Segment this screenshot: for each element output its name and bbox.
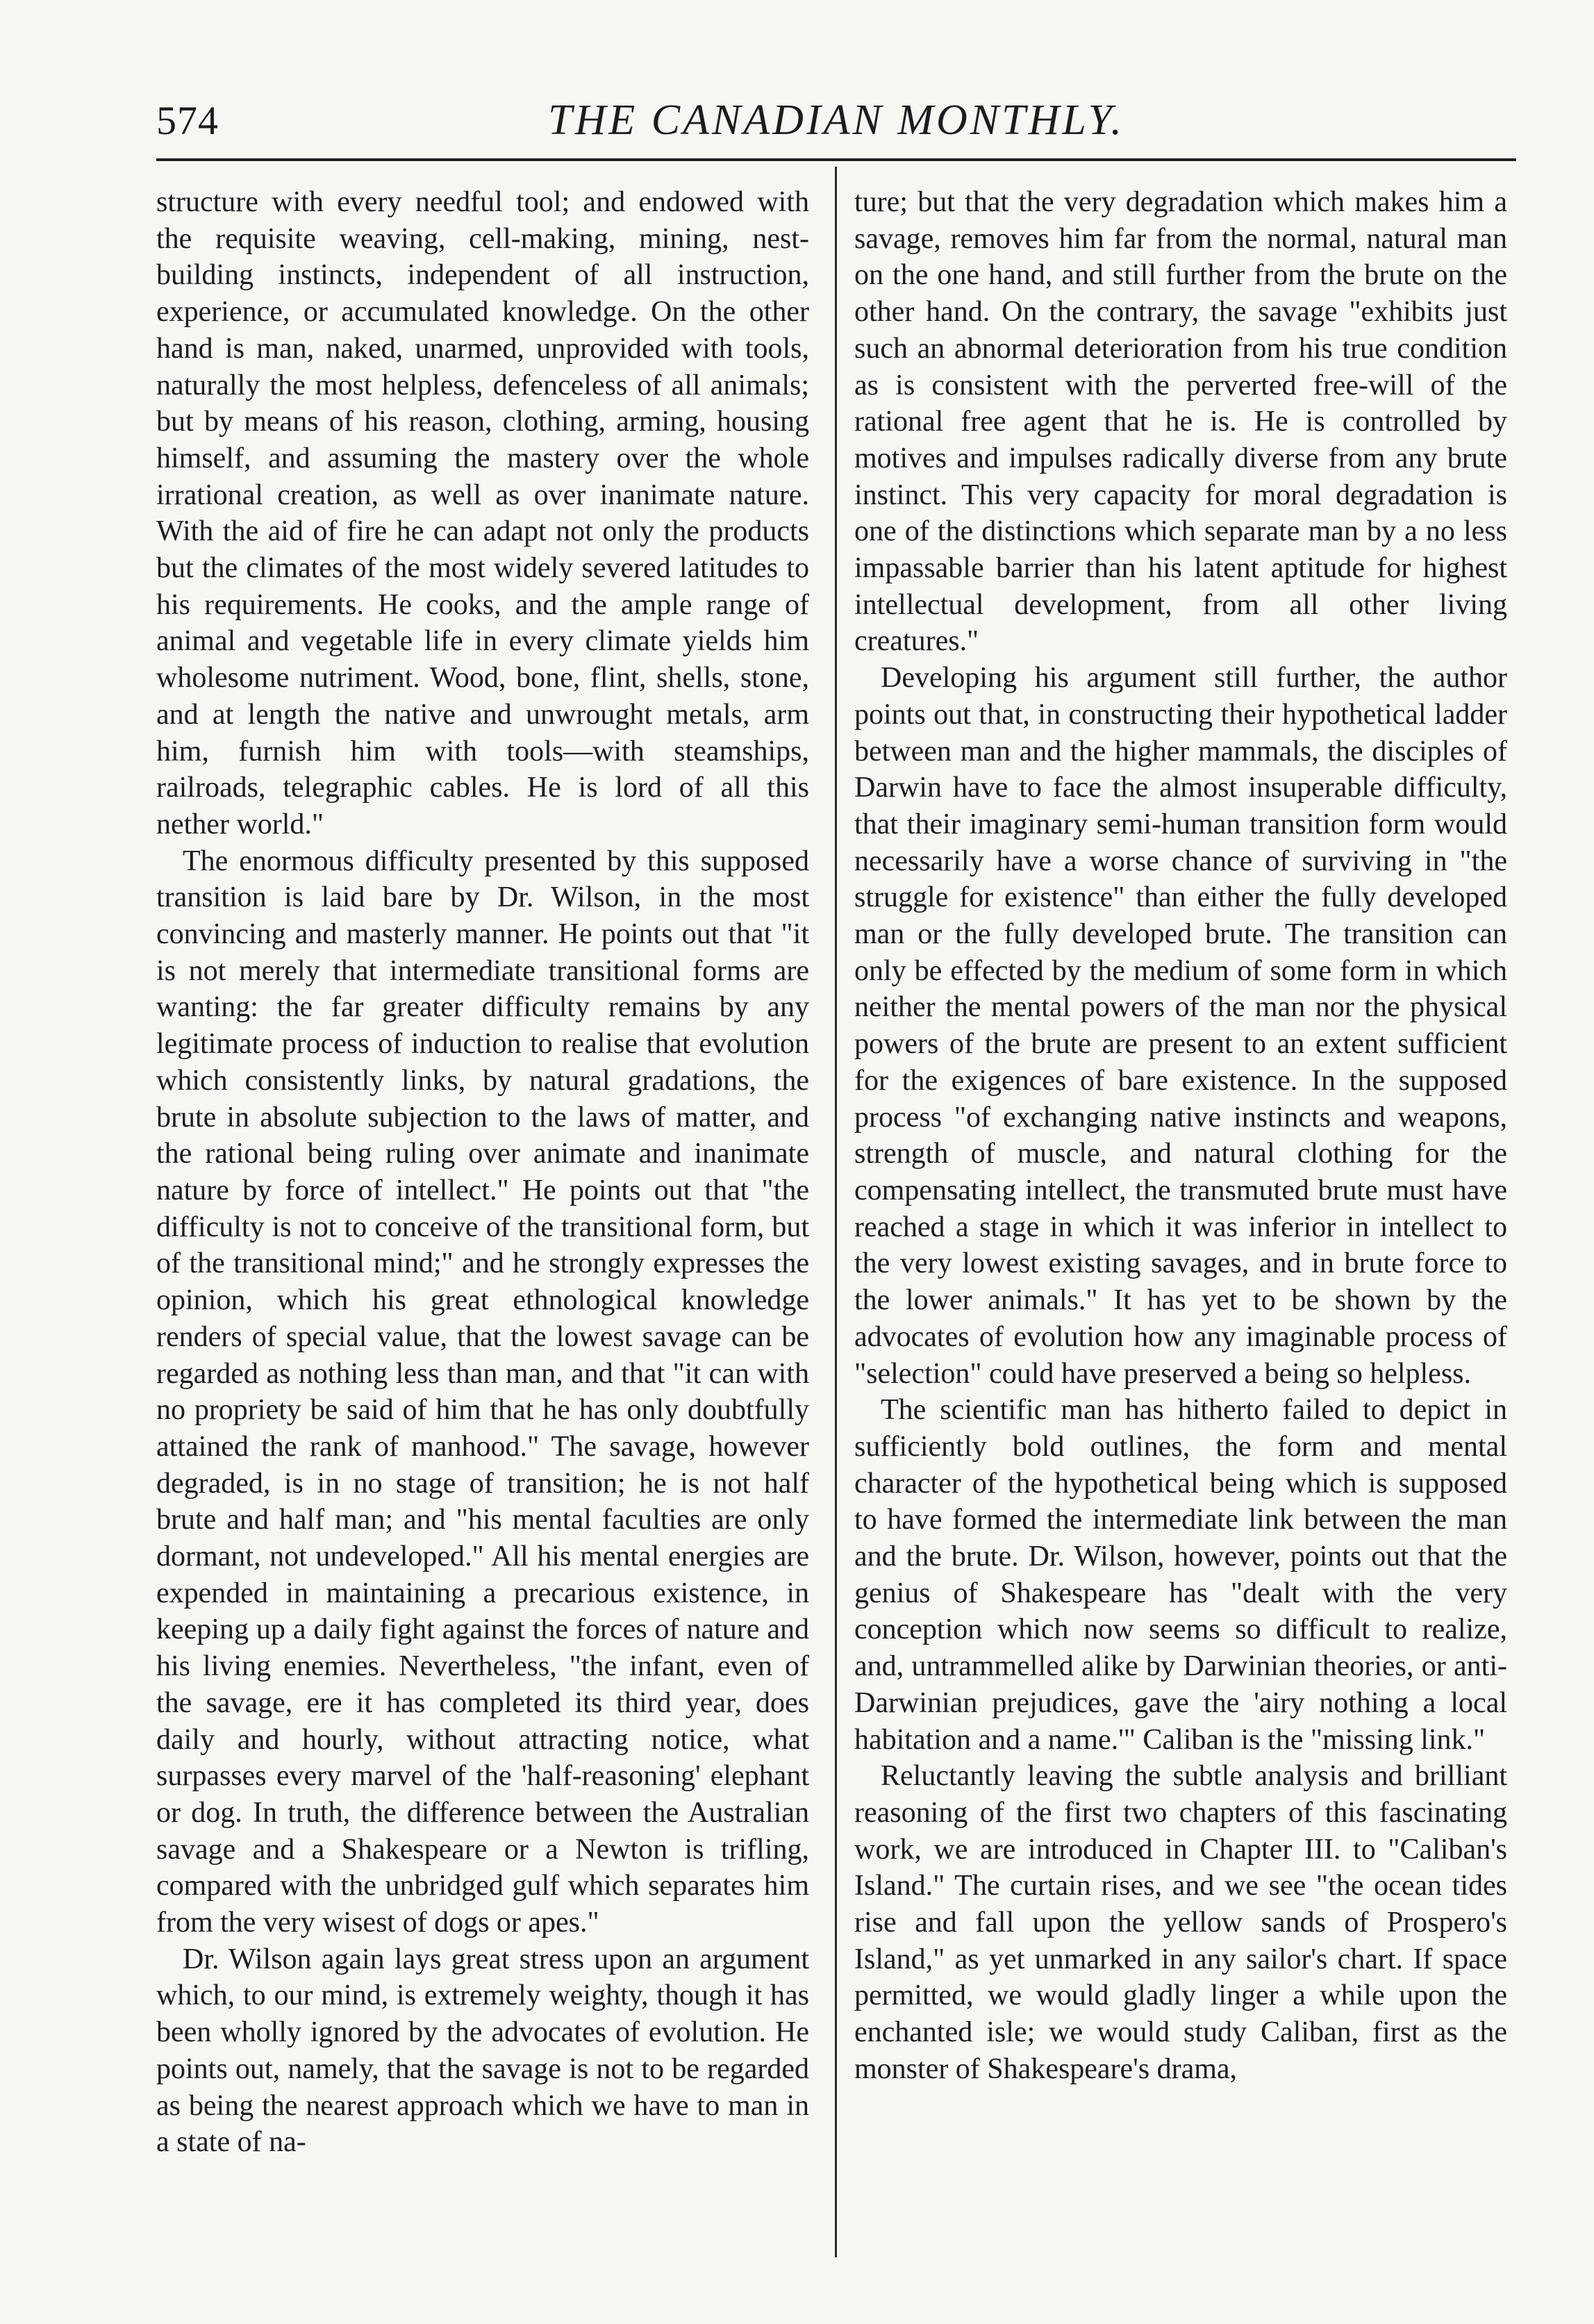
paragraph: ture; but that the very degradation which makes him a savage, removes him far from the normal, natural man on the one hand, and still further from the brute on the other hand. On the contrary, the savage "exhibits just such an abnormal deterioration from his true condition as is consistent with the perverted free-will of the rational free agent that he is. He is controlled by motives and impulses radically diverse from any brute instinct. This very capacity for moral degradation is one of the distinctions which separate man by a no less impassable barrier than his latent aptitude for highest intellectual development, from all other living creatures." xyxy=(854,186,1507,658)
paragraph: Dr. Wilson again lays great stress upon an argument which, to our mind, is extremely weighty, though it has been wholly ignored by the advocates of evolution. He points out, namely, that the savage is not to be regarded as being the nearest approach which we have to man in a state of na- xyxy=(156,1943,809,2159)
right-column xyxy=(854,184,1507,2088)
paragraph: structure with every needful tool; and endowed with the requisite weaving, cell-making, mining, nest-building instincts, independent of all instruction, experience, or accumulated knowledge. On the other hand is man, naked, unarmed, unprovided with tools, naturally the most helpless, defenceless of all animals; but by means of his reason, clothing, arming, housing himself, and assuming the mastery over the whole irrational creation, as well as over inanimate nature. With the aid of fire he can adapt not only the products but the climates of the most widely severed latitudes to his requirements. He cooks, and the ample range of animal and vegetable life in every climate yields him wholesome nutriment. Wood, bone, flint, shells, stone, and at length the native and unwrought metals, arm him, furnish him with tools—with steamships, railroads, telegraphic cables. He is lord of all this nether world." xyxy=(156,186,809,840)
column-divider xyxy=(835,167,837,2257)
page-number: 574 xyxy=(156,98,219,143)
paragraph: Developing his argument still further, the author points out that, in constructing their hypothetical ladder between man and the higher mammals, the disciples of Darwin have to face the almost insuperable difficulty, that their imaginary semi-human transition form would necessarily have a worse chance of surviving in "the struggle for existence" than either the fully developed man or the fully developed brute. The transition can only be effected by the medium of some form in which neither the mental powers of the man nor the physical powers of the brute are present to an extent sufficient for the exigences of bare existence. In the supposed process "of exchanging native instincts and weapons, strength of muscle, and natural clothing for the compensating intellect, the transmuted brute must have reached a stage in which it was inferior in intellect to the very lowest existing savages, and in brute force to the lower animals." It has yet to be shown by the advocates of evolution how any imaginable process of "selection" could have preserved a being so helpless. xyxy=(854,662,1507,1390)
paragraph: The scientific man has hitherto failed to depict in sufficiently bold outlines, the form and mental character of the hypothetical being which is supposed to have formed the intermediate link between the man and the brute. Dr. Wilson, however, points out that the genius of Shakespeare has "dealt with the very conception which now seems so difficult to realize, and, untrammelled alike by Darwinian theories, or anti-Darwinian prejudices, gave the 'airy nothing a local habitation and a name.'" Caliban is the "missing link." xyxy=(854,1394,1507,1756)
header-rule xyxy=(156,158,1516,161)
running-title: THE CANADIAN MONTHLY. xyxy=(548,97,1124,144)
paragraph: Reluctantly leaving the subtle analysis and brilliant reasoning of the first two chapters of this fascinating work, we are introduced in Chapter III. to "Caliban's Island." The curtain rises, and we see "the ocean tides rise and fall upon the yellow sands of Prospero's Island," as yet unmarked in any sailor's chart. If space permitted, we would gladly linger a while upon the enchanted isle; we would study Caliban, first as the monster of Shakespeare's drama, xyxy=(854,1760,1507,2085)
left-column xyxy=(156,184,809,2161)
page-header xyxy=(156,90,1516,146)
paragraph: The enormous difficulty presented by this supposed transition is laid bare by Dr. Wilson, in the most convincing and masterly manner. He points out that "it is not merely that intermediate transitional forms are wanting: the far greater difficulty remains by any legitimate process of induction to realise that evolution which consistently links, by natural gradations, the brute in absolute subjection to the laws of matter, and the rational being ruling over animate and inanimate nature by force of intellect." He points out that "the difficulty is not to conceive of the transitional form, but of the transitional mind;" and he strongly expresses the opinion, which his great ethnological knowledge renders of special value, that the lowest savage can be regarded as nothing less than man, and that "it can with no propriety be said of him that he has only doubtfully attained the rank of manhood." The savage, however degraded, is in no stage of transition; he is not half brute and half man; and "his mental faculties are only dormant, not undeveloped." All his mental energies are expended in maintaining a precarious existence, in keeping up a daily fight against the forces of nature and his living enemies. Nevertheless, "the infant, even of the savage, ere it has completed its third year, does daily and hourly, without attracting notice, what surpasses every marvel of the 'half-reasoning' elephant or dog. In truth, the difference between the Australian savage and a Shakespeare or a Newton is trifling, compared with the unbridged gulf which separates him from the very wisest of dogs or apes." xyxy=(156,845,809,1939)
